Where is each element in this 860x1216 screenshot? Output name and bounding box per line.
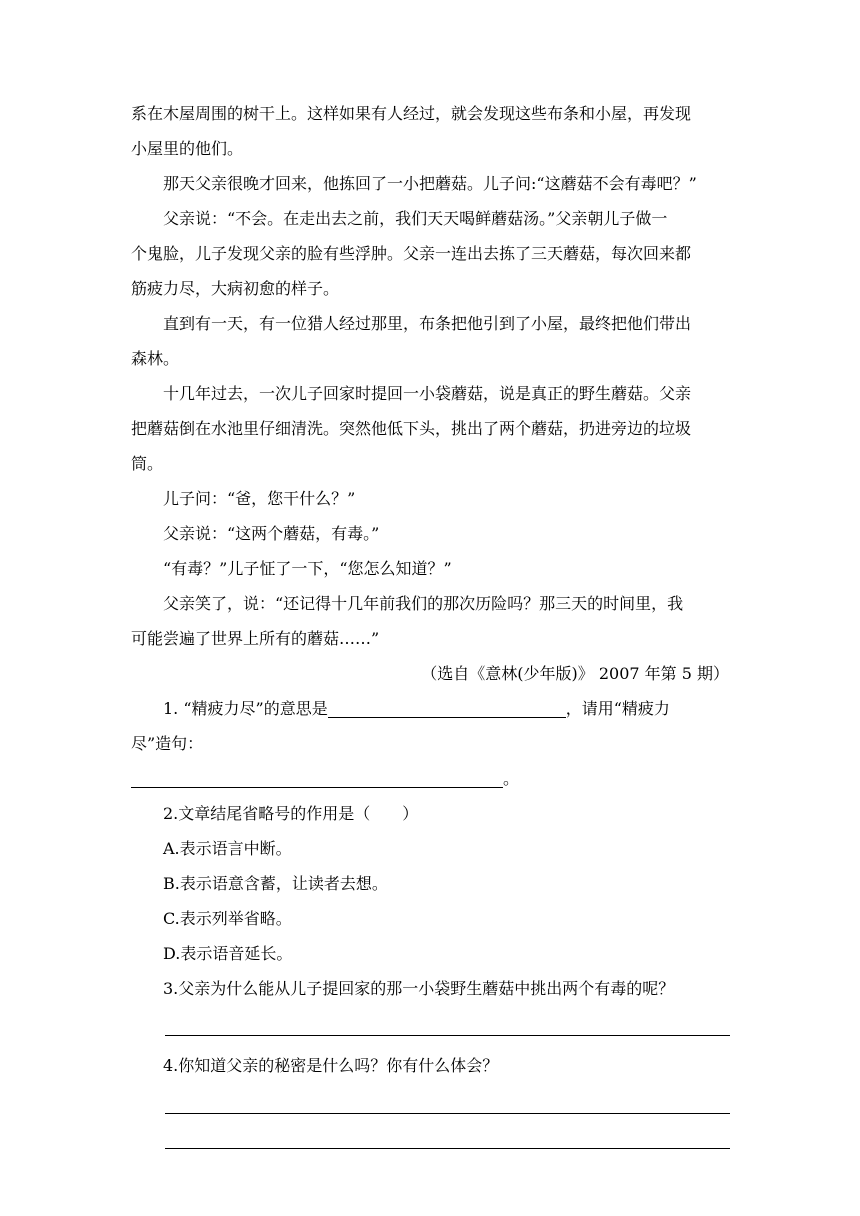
story-line: 个鬼脸，儿子发现父亲的脸有些浮肿。父亲一连出去拣了三天蘑菇，每次回来都 <box>131 244 692 263</box>
story-line: 父亲说：“这两个蘑菇，有毒。” <box>163 524 380 543</box>
story-line: 把蘑菇倒在水池里仔细清洗。突然他低下头，挑出了两个蘑菇，扔进旁边的垃圾 <box>131 419 692 438</box>
story-line: 筒。 <box>131 454 164 473</box>
option-c: C.表示列举省略。 <box>163 909 292 928</box>
story-line: 森林。 <box>131 349 180 368</box>
story-line: 父亲笑了，说：“还记得十几年前我们的那次历险吗？那三天的时间里，我 <box>163 594 684 613</box>
story-line: 父亲说：“不会。在走出去之前，我们天天喝鲜蘑菇汤。”父亲朝儿子做一 <box>163 209 668 228</box>
story-line: 筋疲力尽，大病初愈的样子。 <box>131 279 340 298</box>
option-a: A.表示语言中断。 <box>163 839 292 858</box>
question-4: 4.你知道父亲的秘密是什么吗？你有什么体会？ <box>163 1056 499 1075</box>
question-3: 3.父亲为什么能从儿子提回家的那一小袋野生蘑菇中挑出两个有毒的呢？ <box>163 979 675 998</box>
question-1 <box>131 726 731 761</box>
story-line: 可能尝遍了世界上所有的蘑菇……” <box>131 629 380 648</box>
question-2: 2.文章结尾省略号的作用是（ ） <box>163 804 419 823</box>
answer-blank[interactable] <box>328 699 566 718</box>
document-page <box>131 96 731 1149</box>
story-line: 十几年过去，一次儿子回家时提回一小袋蘑菇，说是真正的野生蘑菇。父亲 <box>163 384 692 403</box>
answer-line[interactable] <box>165 1147 730 1149</box>
option-b: B.表示语意含蓄，让读者去想。 <box>163 874 388 893</box>
story-line: 小屋里的他们。 <box>131 139 244 158</box>
story-line: 系在木屋周围的树干上。这样如果有人经过，就会发现这些布条和小屋，再发现 <box>131 104 692 123</box>
question-1-text: ，请用“精疲力 <box>565 699 670 718</box>
source-citation: （选自《意林(少年版)》 2007 年第 5 期） <box>421 664 729 683</box>
question-1-answer <box>131 761 731 796</box>
answer-blank[interactable] <box>131 769 503 788</box>
story-line: 那天父亲很晚才回来，他拣回了一小把蘑菇。儿子问:“这蘑菇不会有毒吧？” <box>163 174 697 193</box>
question-1 <box>131 691 731 726</box>
story-line: “有毒？”儿子怔了一下，“您怎么知道？” <box>163 559 452 578</box>
question-1-text: 1. “精疲力尽”的意思是 <box>163 699 328 718</box>
story-line: 直到有一天，有一位猎人经过那里，布条把他引到了小屋，最终把他们带出 <box>163 314 692 333</box>
question-1-text: 尽”造句： <box>131 734 204 753</box>
story-line: 儿子问：“爸，您干什么？” <box>163 489 356 508</box>
question-1-text: 。 <box>503 769 520 788</box>
option-d: D.表示语音延长。 <box>163 944 293 963</box>
